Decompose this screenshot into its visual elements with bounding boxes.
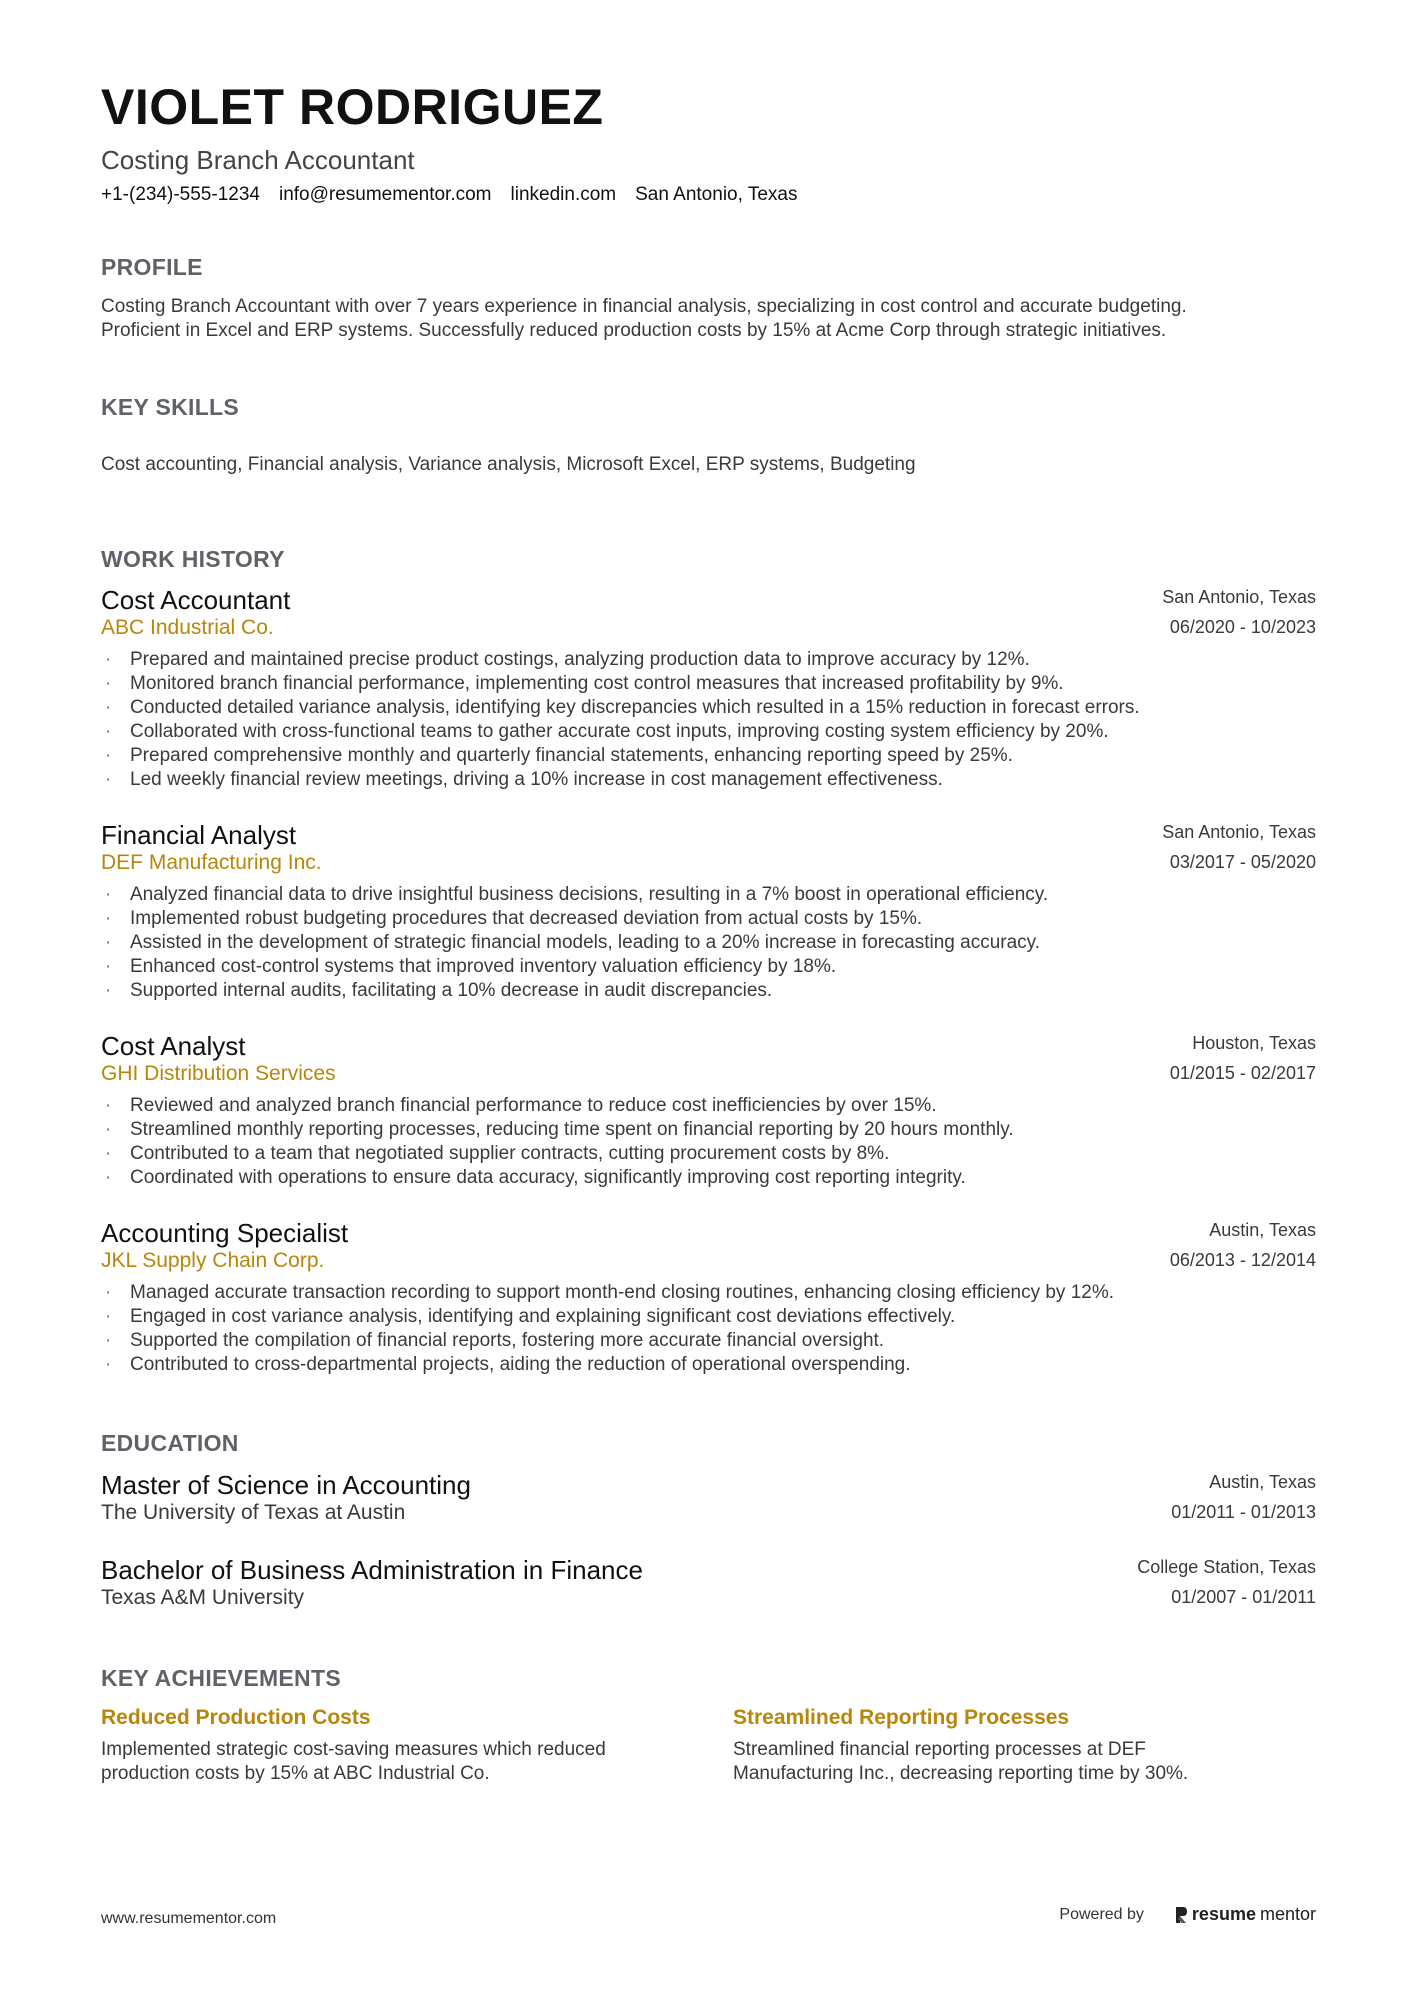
brand-logo[interactable] [1174, 1904, 1316, 1925]
achievement-description-line: Streamlined financial reporting processes at DEF [733, 1739, 1146, 1760]
job-bullet: · Supported the compilation of financial reports, fostering more accurate financial oversight. [101, 1329, 1114, 1353]
education-degree: Bachelor of Business Administration in Finance [101, 1555, 643, 1585]
skills-text: Cost accounting, Financial analysis, Variance analysis, Microsoft Excel, ERP systems, Budgeting [101, 454, 916, 475]
job-company: DEF Manufacturing Inc. [101, 851, 322, 874]
profile-text [101, 295, 1316, 343]
job-bullet: · Conducted detailed variance analysis, identifying key discrepancies which resulted in a 15% reduction in forecast errors. [101, 696, 1140, 720]
job-bullet: · Led weekly financial review meetings, driving a 10% increase in cost management effectiveness. [101, 768, 1140, 792]
job-bullets [101, 1281, 1114, 1377]
job-company: GHI Distribution Services [101, 1062, 336, 1085]
footer-website-link[interactable]: www.resumementor.com [101, 1910, 277, 1927]
brand-name-bold: resume [1191, 1904, 1256, 1924]
achievement-description [101, 1738, 701, 1786]
footer-powered-by [1059, 1904, 1316, 1925]
job-dates: 06/2020 - 10/2023 [1169, 617, 1316, 637]
job-location: Austin, Texas [1209, 1220, 1316, 1240]
education-location: College Station, Texas [1137, 1557, 1316, 1577]
job-company: ABC Industrial Co. [101, 616, 274, 639]
achievement-title: Streamlined Reporting Processes [733, 1706, 1070, 1729]
job-company: JKL Supply Chain Corp. [101, 1249, 325, 1272]
achievement-description-line: Implemented strategic cost-saving measures which reduced [101, 1739, 606, 1760]
job-bullet: · Contributed to a team that negotiated supplier contracts, cutting procurement costs by 8%. [101, 1142, 1014, 1166]
job-bullet: · Supported internal audits, facilitating a 10% decrease in audit discrepancies. [101, 979, 1048, 1003]
achievement-title: Reduced Production Costs [101, 1706, 371, 1729]
job-bullet: · Prepared comprehensive monthly and quarterly financial statements, enhancing reporting speed by 25%. [101, 744, 1140, 768]
profile-heading: PROFILE [101, 254, 203, 280]
job-bullet: · Monitored branch financial performance, implementing cost control measures that increased profitability by 9%. [101, 672, 1140, 696]
candidate-name: VIOLET RODRIGUEZ [101, 79, 604, 135]
job-bullet: · Engaged in cost variance analysis, identifying and explaining significant cost deviations effectively. [101, 1305, 1114, 1329]
job-bullet: · Analyzed financial data to drive insightful business decisions, resulting in a 7% boost in operational efficiency. [101, 883, 1048, 907]
brand-mark-icon [1174, 1905, 1188, 1925]
job-title: Cost Analyst [101, 1031, 246, 1061]
job-bullet: · Streamlined monthly reporting processes, reducing time spent on financial reporting by 20 hours monthly. [101, 1118, 1014, 1142]
work-history-heading: WORK HISTORY [101, 546, 285, 572]
job-dates: 06/2013 - 12/2014 [1169, 1250, 1316, 1270]
contact-info [101, 184, 797, 206]
job-location: San Antonio, Texas [1162, 822, 1316, 842]
job-bullet: · Reviewed and analyzed branch financial performance to reduce cost inefficiencies by over 15%. [101, 1094, 1014, 1118]
job-bullet: · Coordinated with operations to ensure data accuracy, significantly improving cost reporting integrity. [101, 1166, 1014, 1190]
job-location: Houston, Texas [1192, 1033, 1316, 1053]
achievement-description-line: production costs by 15% at ABC Industrial Co. [101, 1763, 490, 1784]
contact-email[interactable]: info@resumementor.com [278, 184, 492, 205]
achievement-description-line: Manufacturing Inc., decreasing reporting time by 30%. [733, 1763, 1189, 1784]
job-bullets [101, 883, 1048, 1003]
contact-phone: +1-(234)-555-1234 [101, 184, 260, 205]
job-dates: 03/2017 - 05/2020 [1169, 852, 1316, 872]
contact-linkedin[interactable]: linkedin.com [510, 184, 617, 205]
job-bullet: · Prepared and maintained precise product costings, analyzing production data to improve accuracy by 12%. [101, 648, 1140, 672]
education-location: Austin, Texas [1209, 1472, 1316, 1492]
skills-heading: KEY SKILLS [101, 394, 240, 420]
profile-text-line: Proficient in Excel and ERP systems. Successfully reduced production costs by 15% at Acme Corp through strategic initiatives. [101, 320, 1167, 341]
job-bullet: · Assisted in the development of strategic financial models, leading to a 20% increase in forecasting accuracy. [101, 931, 1048, 955]
education-school: Texas A&M University [101, 1586, 305, 1609]
education-school: The University of Texas at Austin [101, 1501, 406, 1524]
profile-text-line: Costing Branch Accountant with over 7 years experience in financial analysis, specializing in cost control and accurate budgeting. [101, 296, 1187, 317]
job-bullet: · Implemented robust budgeting procedures that decreased deviation from actual costs by 15%. [101, 907, 1048, 931]
achievement-description [733, 1738, 1333, 1786]
job-bullet: · Contributed to cross-departmental projects, aiding the reduction of operational overspending. [101, 1353, 1114, 1377]
job-title: Cost Accountant [101, 585, 291, 615]
job-bullet: · Collaborated with cross-functional teams to gather accurate cost inputs, improving costing system efficiency by 20%. [101, 720, 1140, 744]
job-title: Accounting Specialist [101, 1218, 349, 1248]
brand-name-light: mentor [1259, 1904, 1316, 1924]
job-bullets [101, 1094, 1014, 1190]
job-bullets [101, 648, 1140, 792]
achievement-item [733, 1706, 1333, 1786]
education-degree: Master of Science in Accounting [101, 1470, 471, 1500]
achievement-item [101, 1706, 701, 1786]
job-bullet: · Managed accurate transaction recording to support month-end closing routines, enhancing closing efficiency by 12%. [101, 1281, 1114, 1305]
powered-by-label: Powered by [1059, 1905, 1144, 1923]
job-bullet: · Enhanced cost-control systems that improved inventory valuation efficiency by 18%. [101, 955, 1048, 979]
job-location: San Antonio, Texas [1162, 587, 1316, 607]
job-title: Financial Analyst [101, 820, 297, 850]
education-dates: 01/2007 - 01/2011 [1171, 1587, 1316, 1607]
achievements-heading: KEY ACHIEVEMENTS [101, 1665, 341, 1691]
candidate-title: Costing Branch Accountant [101, 145, 415, 175]
education-dates: 01/2011 - 01/2013 [1171, 1502, 1316, 1522]
job-dates: 01/2015 - 02/2017 [1169, 1063, 1316, 1083]
contact-location: San Antonio, Texas [635, 184, 798, 205]
education-heading: EDUCATION [101, 1430, 239, 1456]
